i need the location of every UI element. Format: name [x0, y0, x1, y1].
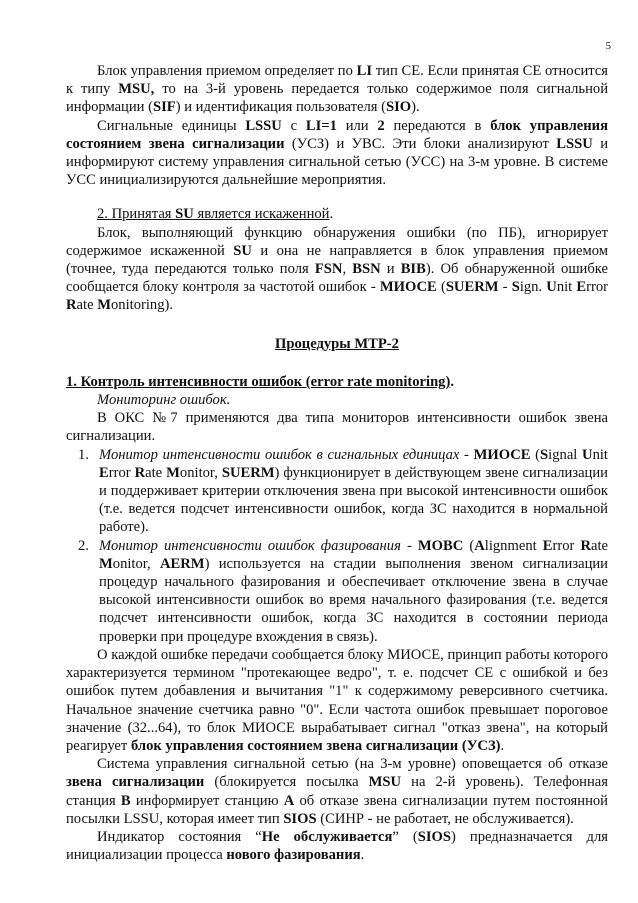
paragraph-corrupted-su-heading: 2. Принятая SU является искаженной. [97, 206, 334, 223]
page-number: 5 [605, 40, 611, 52]
list-item-suerm: 1. Монитор интенсивности ошибок в сигнальных единицах - МИОСЕ (Signal Unit Error Rate Monitor, SUERM) функционирует в действующем звене сигнализации и поддерживает критерии отключения звена при высокой интенсивности ошибок (т.е. ведется подсчет интенсивности ошибок, когда ЗС находится в нормальной работе). [78, 446, 608, 536]
paragraph-receive-control: Блок управления приемом определяет по LI тип СЕ. Если принятая СЕ относится к типу MSU, то на 3-й уровень передается только содержимое поля сигнальной информации (SIF) и идентификация пользователя (SIO). [66, 63, 609, 116]
paragraph-status-indicator: Индикатор состояния “Не обслуживается” (SIOS) предназначается для инициализации процесса нового фазирования. [66, 828, 608, 864]
spacer [66, 353, 608, 373]
paragraph-error-detection: Блок, выполняющий функцию обнаружения ошибки (по ПБ), игнорирует содержимое искаженной SU и она не направляется в блок управления приемом (точнее, туда передаются только поля FSN, BSN и BIB). Об обнаруженной ошибке сообщается блоку контроля за частотой ошибок - МИОСЕ (SUERM - Sign. Unit Error Rate Monitoring). [66, 224, 608, 314]
paragraph-leaky-bucket: О каждой ошибке передачи сообщается блоку МИОСЕ, принцип работы которого характеризуется термином "протекающее ведро", т. е. подсчет СЕ с ошибкой и без ошибок путем добавления и вычитания "1" к содержимому реверсивного счетчика. Начальное значение счетчика равно "0". Если частота ошибок превышает пороговое значение (32...64), то блок МИОСЕ вырабатывает сигнал "отказ звена", на который реагирует блок управления состоянием звена сигнализации (УСЗ). [66, 646, 608, 754]
paragraph-lssu: Сигнальные единицы LSSU с LI=1 или 2 передаются в блок управления состоянием звена сигнализации (УСЗ) и УВС. Эти блоки анализируют LSSU и информируют систему управления сигнальной сетью (УСС) на 3-м уровне. В системе УСС инициализируются дальнейшие мероприятия. [66, 117, 609, 189]
spacer [66, 315, 608, 335]
section-heading: Процедуры МТР-2 [275, 335, 399, 352]
paragraph-monitor-types: В ОКС №7 применяются два типа мониторов интенсивности ошибок звена сигнализации. [66, 410, 608, 445]
monitor-list [66, 446, 608, 646]
monitoring-subtitle: Мониторинг ошибок. [97, 392, 231, 409]
spacer [66, 189, 608, 205]
paragraph-network-notification: Система управления сигнальной сетью (на 3-м уровне) оповещается об отказе звена сигнализации (блокируется посылка MSU на 2-й уровень). Телефонная станция В информирует станцию А об отказе звена сигнализации путем постоянной посылки LSSU, которая имеет тип SIOS (СИНР - не работает, не обслуживается). [66, 756, 608, 827]
document-body [66, 62, 608, 864]
list-item-aerm: 2. Монитор интенсивности ошибок фазирования - МОВС (Alignment Error Rate Monitor, AERM) используется на стадии выполнения звеном сигнализации процедур начального фазирования и обеспечивает отключение звена в случае высокой интенсивности ошибок во время начального фазирования (т.е. ведется подсчет интенсивности ошибок, когда ЗС находится в состоянии периода проверки при процедуре вхождения в связь). [78, 537, 608, 645]
subsection-heading: 1. Контроль интенсивности ошибок (error rate monitoring). [66, 373, 454, 390]
